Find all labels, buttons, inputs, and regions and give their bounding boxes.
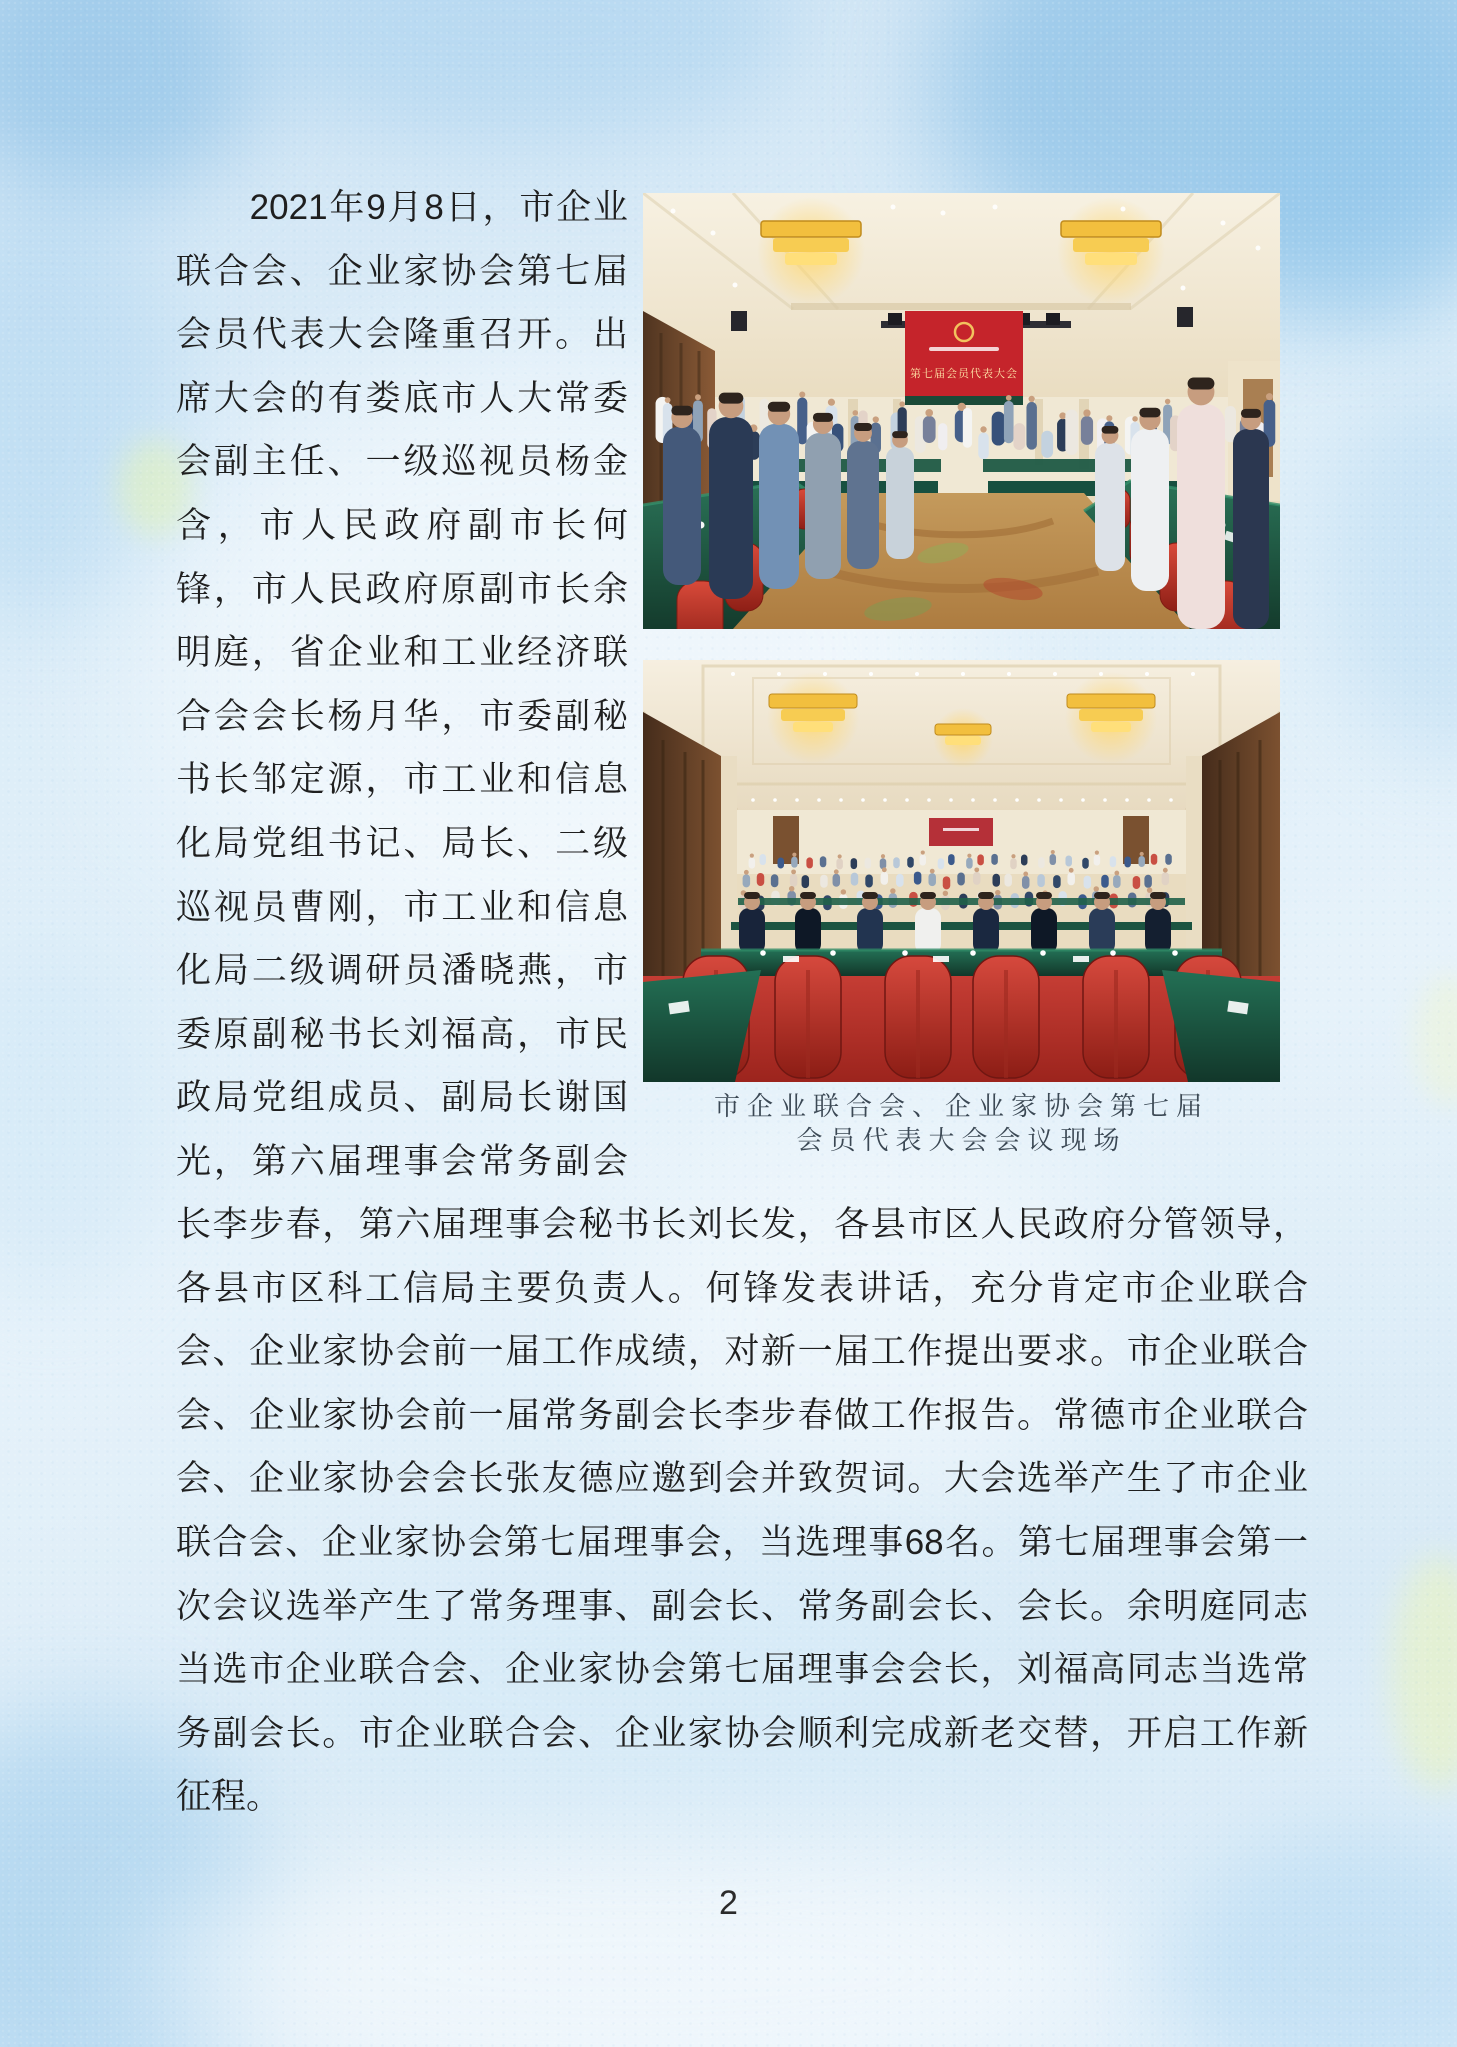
watercolor-blob [0, 940, 160, 1300]
text-line: 巡视员曹刚，市工业和信息 [176, 887, 628, 927]
chandelier-icon [933, 708, 993, 768]
text-line: 会员代表大会隆重召开。出 [176, 315, 628, 355]
watercolor-blob [1330, 380, 1457, 760]
text-line: 征程。 [176, 1777, 282, 1817]
text-line: 光，第六届理事会常务副会 [176, 1141, 628, 1181]
text-line: 会、企业家协会会长张友德应邀到会并致贺词。大会选举产生了市企业 [176, 1459, 1308, 1499]
stage-backdrop [905, 311, 1023, 405]
photo-caption [643, 1090, 1280, 1157]
text-line: 务副会长。市企业联合会、企业家协会顺利完成新老交替，开启工作新 [176, 1713, 1308, 1753]
photo-conference-opening [643, 193, 1280, 629]
watercolor-blob [0, 190, 180, 620]
text-line: 会副主任、一级巡视员杨金 [176, 442, 628, 482]
chandelier-icon [767, 672, 859, 764]
watercolor-blob [140, 1830, 1120, 2047]
stage-banner-text: 第七届会员代表大会 [910, 368, 1018, 380]
text-line: 政局党组成员、副局长谢国 [176, 1078, 628, 1118]
text-line: 联合会、企业家协会第七届 [176, 251, 628, 291]
page-number: 2 [719, 1884, 738, 1922]
text-line: 席大会的有娄底市人大常委 [176, 378, 628, 418]
watercolor-blob [240, 0, 800, 140]
text-line: 化局党组书记、局长、二级 [176, 823, 628, 863]
body-paragraph [176, 1193, 1308, 1829]
text-line: 合会会长杨月华，市委副秘 [176, 696, 628, 736]
chandelier-icon [1065, 672, 1157, 764]
watercolor-blob [0, 0, 260, 200]
text-line: 含，市人民政府副市长何 [176, 505, 628, 545]
intro-paragraph [176, 176, 628, 1194]
photo-caption-line1: 市企业联合会、企业家协会第七届 [713, 1092, 1209, 1121]
text-line: 委原副秘书长刘福高，市民 [176, 1014, 628, 1054]
text-line: 联合会、企业家协会第七届理事会，当选理事68名。第七届理事会第一 [176, 1522, 1308, 1562]
text-line: 书长邹定源，市工业和信息 [176, 760, 628, 800]
text-line: 锋，市人民政府原副市长余 [176, 569, 628, 609]
text-line: 当选市企业联合会、企业家协会第七届理事会会长，刘福高同志当选常 [176, 1650, 1308, 1690]
watercolor-blob [1392, 1556, 1457, 1791]
text-line: 会、企业家协会前一届常务副会长李步春做工作报告。常德市企业联合 [176, 1395, 1308, 1435]
text-line: 各县市区科工信局主要负责人。何锋发表讲话，充分肯定市企业联合 [176, 1268, 1308, 1308]
chandelier-icon [1057, 197, 1165, 305]
back-wall [737, 810, 1186, 874]
photo-conference-audience [643, 660, 1280, 1082]
photo-caption-line2: 会员代表大会会议现场 [796, 1125, 1127, 1155]
text-line: 2021年9月8日，市企业 [176, 188, 628, 227]
watercolor-blob [1170, 1830, 1457, 2047]
text-line: 化局二级调研员潘晓燕，市 [176, 951, 628, 991]
distant-stage-backdrop [929, 818, 993, 846]
watercolor-blob [1415, 975, 1457, 1105]
text-line: 次会议选举产生了常务理事、副会长、常务副会长、会长。余明庭同志 [176, 1586, 1308, 1626]
chandelier-icon [757, 197, 865, 305]
text-line: 会、企业家协会前一届工作成绩，对新一届工作提出要求。市企业联合 [176, 1332, 1308, 1372]
text-line: 明庭，省企业和工业经济联 [176, 633, 628, 673]
text-line: 长李步春，第六届理事会秘书长刘长发，各县市区人民政府分管领导， [176, 1205, 1308, 1244]
